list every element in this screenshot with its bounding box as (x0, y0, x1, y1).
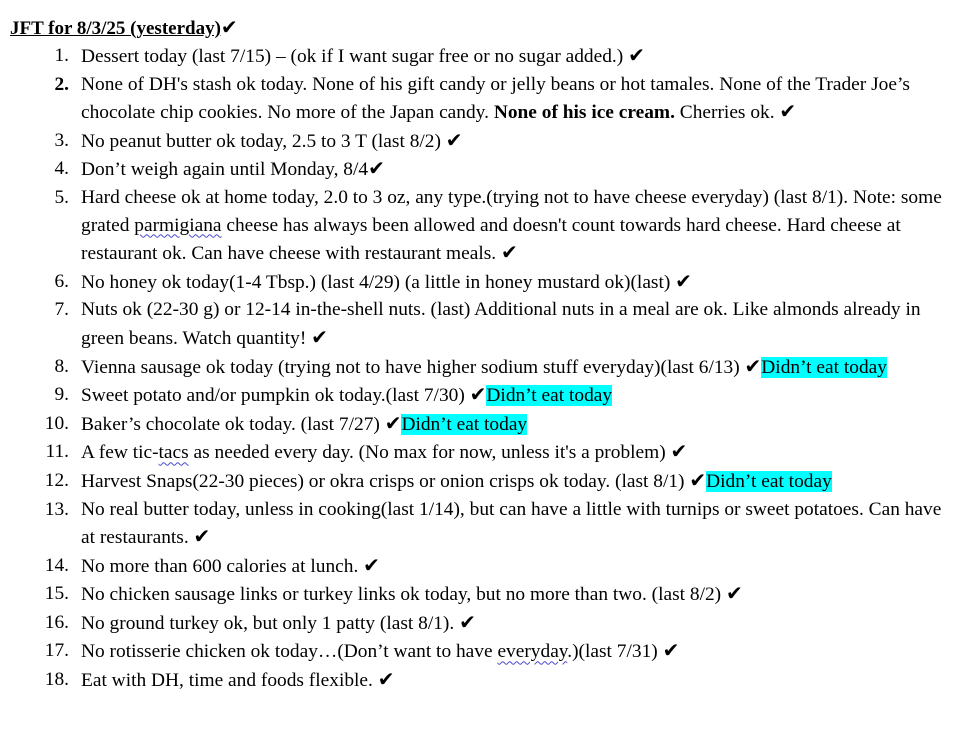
item-text: No peanut butter ok today, 2.5 to 3 T (last 8/2) (81, 130, 446, 152)
item-text: Harvest Snaps(22-30 pieces) or okra crisps or onion crisps ok today. (last 8/1) (81, 470, 690, 492)
check-icon: ✔ (628, 43, 645, 67)
list-item (8, 353, 950, 382)
check-icon: ✔ (377, 667, 395, 692)
item-text: No rotisserie chicken ok today…(Don’t want to have (81, 641, 498, 663)
list-item (8, 381, 950, 410)
item-text: Hard cheese ok at home today, 2.0 to 3 oz, any type.(trying not to have cheese everyday) (last 8/1). Note: some grated (81, 186, 942, 236)
item-text: Vienna sausage ok today (trying not to have higher sodium stuff everyday)(last 6/13) (81, 356, 745, 378)
spellcheck-word: parmigiana (134, 214, 222, 236)
check-icon: ✔ (500, 240, 518, 265)
item-text-after: .)(last 7/31) (567, 641, 663, 663)
item-number: 17. (44, 640, 69, 662)
check-icon: ✔ (220, 15, 238, 39)
item-text: Sweet potato and/or pumpkin ok today.(last 7/30) (81, 385, 470, 407)
item-text: No more than 600 calories at lunch. (81, 555, 364, 577)
check-icon: ✔ (363, 552, 380, 577)
check-icon: ✔ (311, 324, 328, 349)
list-item (8, 155, 950, 184)
list-item (8, 42, 950, 71)
item-text-after: Cherries ok. (674, 102, 780, 124)
list-item (8, 296, 950, 352)
item-number: 5. (54, 186, 69, 208)
item-number: 11. (45, 441, 69, 463)
check-icon: ✔ (725, 581, 743, 606)
document-title (10, 14, 950, 42)
item-bold-text: None of his ice cream. (493, 102, 675, 124)
list-item (8, 609, 950, 638)
item-number: 15. (44, 583, 69, 605)
list-item (8, 71, 950, 127)
item-number: 9. (54, 384, 69, 406)
check-icon: ✔ (459, 609, 476, 634)
item-number: 18. (44, 669, 69, 691)
list-item (8, 580, 950, 609)
list-item (8, 637, 950, 666)
item-text-after: as needed every day. (No max for now, unless it's a problem) (188, 442, 671, 464)
spellcheck-word: tacs (158, 442, 189, 464)
item-text: Dessert today (last 7/15) – (ok if I want sugar free or no sugar added.) (81, 46, 629, 67)
item-text: None of DH's stash ok today. None of his gift candy or jelly beans or hot tamales. None of the Trader Joe’s chocolate chip cookies. No more of the Japan candy. (81, 73, 910, 124)
item-list (8, 42, 950, 695)
item-number: 12. (44, 469, 69, 491)
item-number: 7. (54, 299, 69, 321)
check-icon: ✔ (670, 439, 688, 464)
item-number: 10. (44, 412, 69, 434)
list-item (8, 410, 950, 439)
check-icon: ✔ (384, 410, 402, 435)
check-icon: ✔ (744, 353, 762, 378)
item-number: 6. (54, 270, 69, 292)
item-text: No honey ok today(1-4 Tbsp.) (last 4/29) (a little in honey mustard ok)(last) (81, 271, 676, 293)
list-item (8, 184, 950, 268)
check-icon: ✔ (689, 467, 707, 492)
item-text: Baker’s chocolate ok today. (last 7/27) (81, 413, 385, 435)
check-icon: ✔ (779, 99, 797, 124)
list-item (8, 496, 950, 552)
highlight-note: Didn’t eat today (401, 413, 528, 435)
list-item (8, 438, 950, 467)
item-number: 8. (54, 355, 69, 377)
check-icon: ✔ (445, 127, 463, 152)
item-number: 14. (44, 554, 69, 576)
item-text: Eat with DH, time and foods flexible. (81, 670, 378, 692)
list-item (8, 268, 950, 297)
check-icon: ✔ (675, 268, 692, 293)
check-icon: ✔ (662, 638, 680, 663)
item-text: Nuts ok (22-30 g) or 12-14 in-the-shell nuts. (last) Additional nuts in a meal are ok. Like almonds already in green beans. Watch quantity! (81, 299, 921, 349)
check-icon: ✔ (469, 382, 487, 407)
check-icon: ✔ (368, 156, 385, 181)
item-number: 16. (44, 611, 69, 633)
list-item (8, 127, 950, 156)
item-text: No chicken sausage links or turkey links ok today, but no more than two. (last 8/2) (81, 584, 726, 606)
list-item (8, 552, 950, 581)
item-text: No real butter today, unless in cooking(last 1/14), but can have a little with turnips or sweet potatoes. Can have at restaurants. (81, 498, 942, 549)
highlight-note: Didn’t eat today (761, 356, 887, 378)
item-number: 2. (54, 73, 69, 95)
highlight-note: Didn’t eat today (706, 470, 832, 492)
item-number: 4. (54, 158, 69, 180)
highlight-note: Didn’t eat today (486, 385, 613, 407)
spellcheck-word: everyday (497, 641, 568, 663)
check-icon: ✔ (193, 524, 211, 549)
title-text: JFT for 8/3/25 (yesterday) (10, 18, 221, 39)
item-text: No ground turkey ok, but only 1 patty (last 8/1). (81, 612, 460, 634)
list-item (8, 666, 950, 695)
item-number: 3. (54, 129, 69, 151)
item-number: 13. (44, 498, 69, 520)
item-text-after: cheese has always been allowed and doesn't count towards hard cheese. Hard cheese at restaurant ok. Can have cheese with restaurant meals. (81, 214, 901, 265)
list-item (8, 467, 950, 496)
item-text: Don’t weigh again until Monday, 8/4 (81, 159, 369, 181)
item-number: 1. (54, 45, 69, 66)
item-text: A few tic- (81, 442, 159, 464)
